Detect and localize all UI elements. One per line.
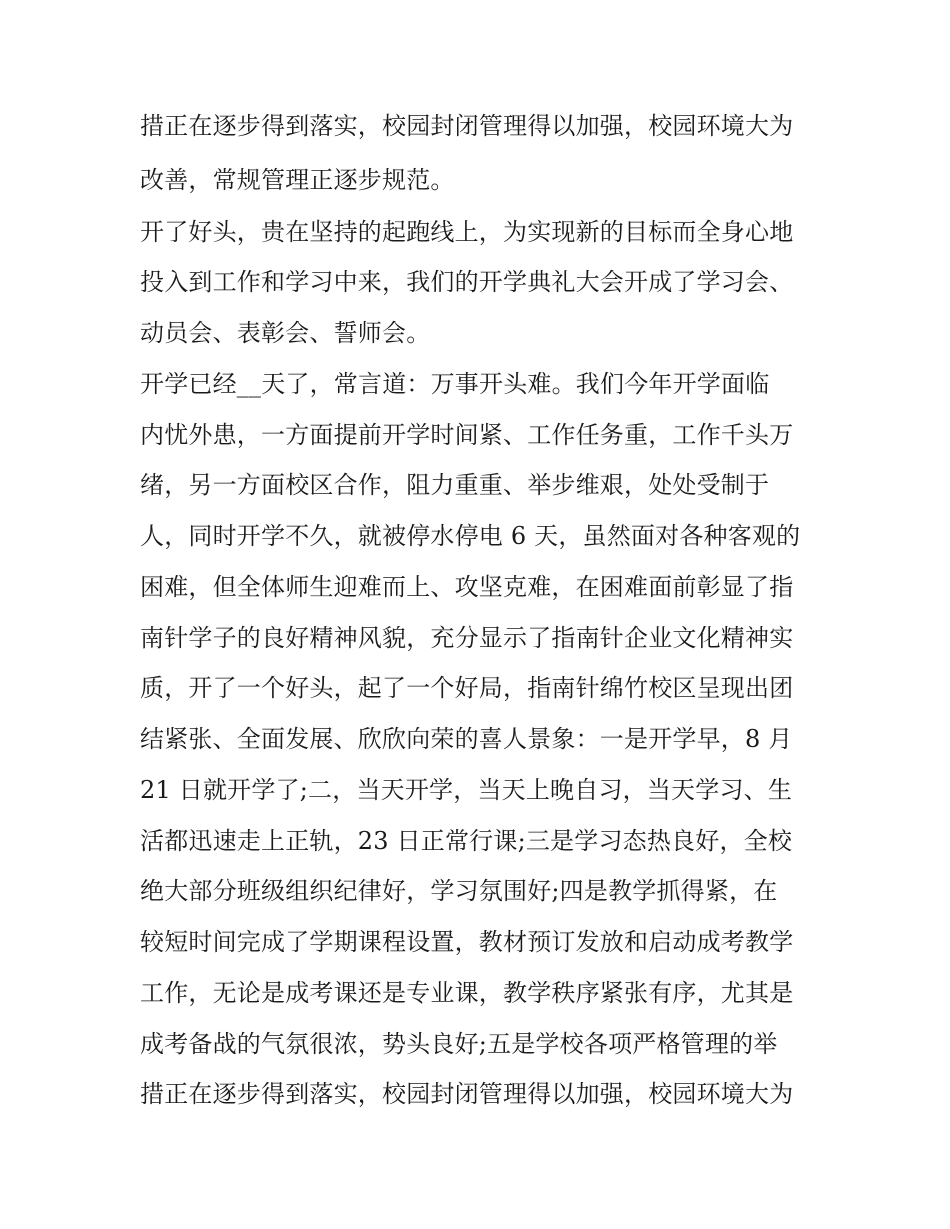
text-line: 措正在逐步得到落实，校园封闭管理得以加强，校园环境大为 bbox=[140, 112, 794, 140]
text-line: 动员会、表彰会、誓师会。 bbox=[140, 319, 431, 347]
text-line: 开学已经__天了，常言道：万事开头难。我们今年开学面临 bbox=[140, 370, 770, 398]
text-line: 成考备战的气氛很浓，势头良好;五是学校各项严格管理的举 bbox=[140, 1030, 778, 1058]
text-line: 措正在逐步得到落实，校园封闭管理得以加强，校园环境大为 bbox=[140, 1080, 794, 1108]
text-line: 结紧张、全面发展、欣欣向荣的喜人景象：一是开学早，8 月 bbox=[140, 725, 793, 753]
text-line: 人，同时开学不久，就被停水停电 6 天，虽然面对各种客观的 bbox=[140, 522, 801, 550]
text-line: 内忧外患，一方面提前开学时间紧、工作任务重，工作千头万 bbox=[140, 421, 794, 449]
text-line: 南针学子的良好精神风貌，充分显示了指南针企业文化精神实 bbox=[140, 624, 794, 652]
text-line: 开了好头，贵在坚持的起跑线上，为实现新的目标而全身心地 bbox=[140, 218, 794, 246]
text-line: 活都迅速走上正轨，23 日正常行课;三是学习态热良好，全校 bbox=[140, 827, 793, 855]
text-line: 困难，但全体师生迎难而上、攻坚克难，在困难面前彰显了指 bbox=[140, 573, 794, 601]
text-line: 投入到工作和学习中来，我们的开学典礼大会开成了学习会、 bbox=[140, 268, 794, 296]
text-line: 较短时间完成了学期课程设置，教材预订发放和启动成考教学 bbox=[140, 928, 794, 956]
text-line: 质，开了一个好头，起了一个好局，指南针绵竹校区呈现出团 bbox=[140, 674, 794, 702]
text-line: 21 日就开学了;二，当天开学，当天上晚自习，当天学习、生 bbox=[140, 776, 793, 804]
text-line: 绪，另一方面校区合作，阻力重重、举步维艰，处处受制于 bbox=[140, 471, 770, 499]
text-line: 工作，无论是成考课还是专业课，教学秩序紧张有序，尤其是 bbox=[140, 979, 794, 1007]
text-line: 绝大部分班级组织纪律好，学习氛围好;四是教学抓得紧，在 bbox=[140, 877, 778, 905]
text-line: 改善，常规管理正逐步规范。 bbox=[140, 166, 455, 194]
